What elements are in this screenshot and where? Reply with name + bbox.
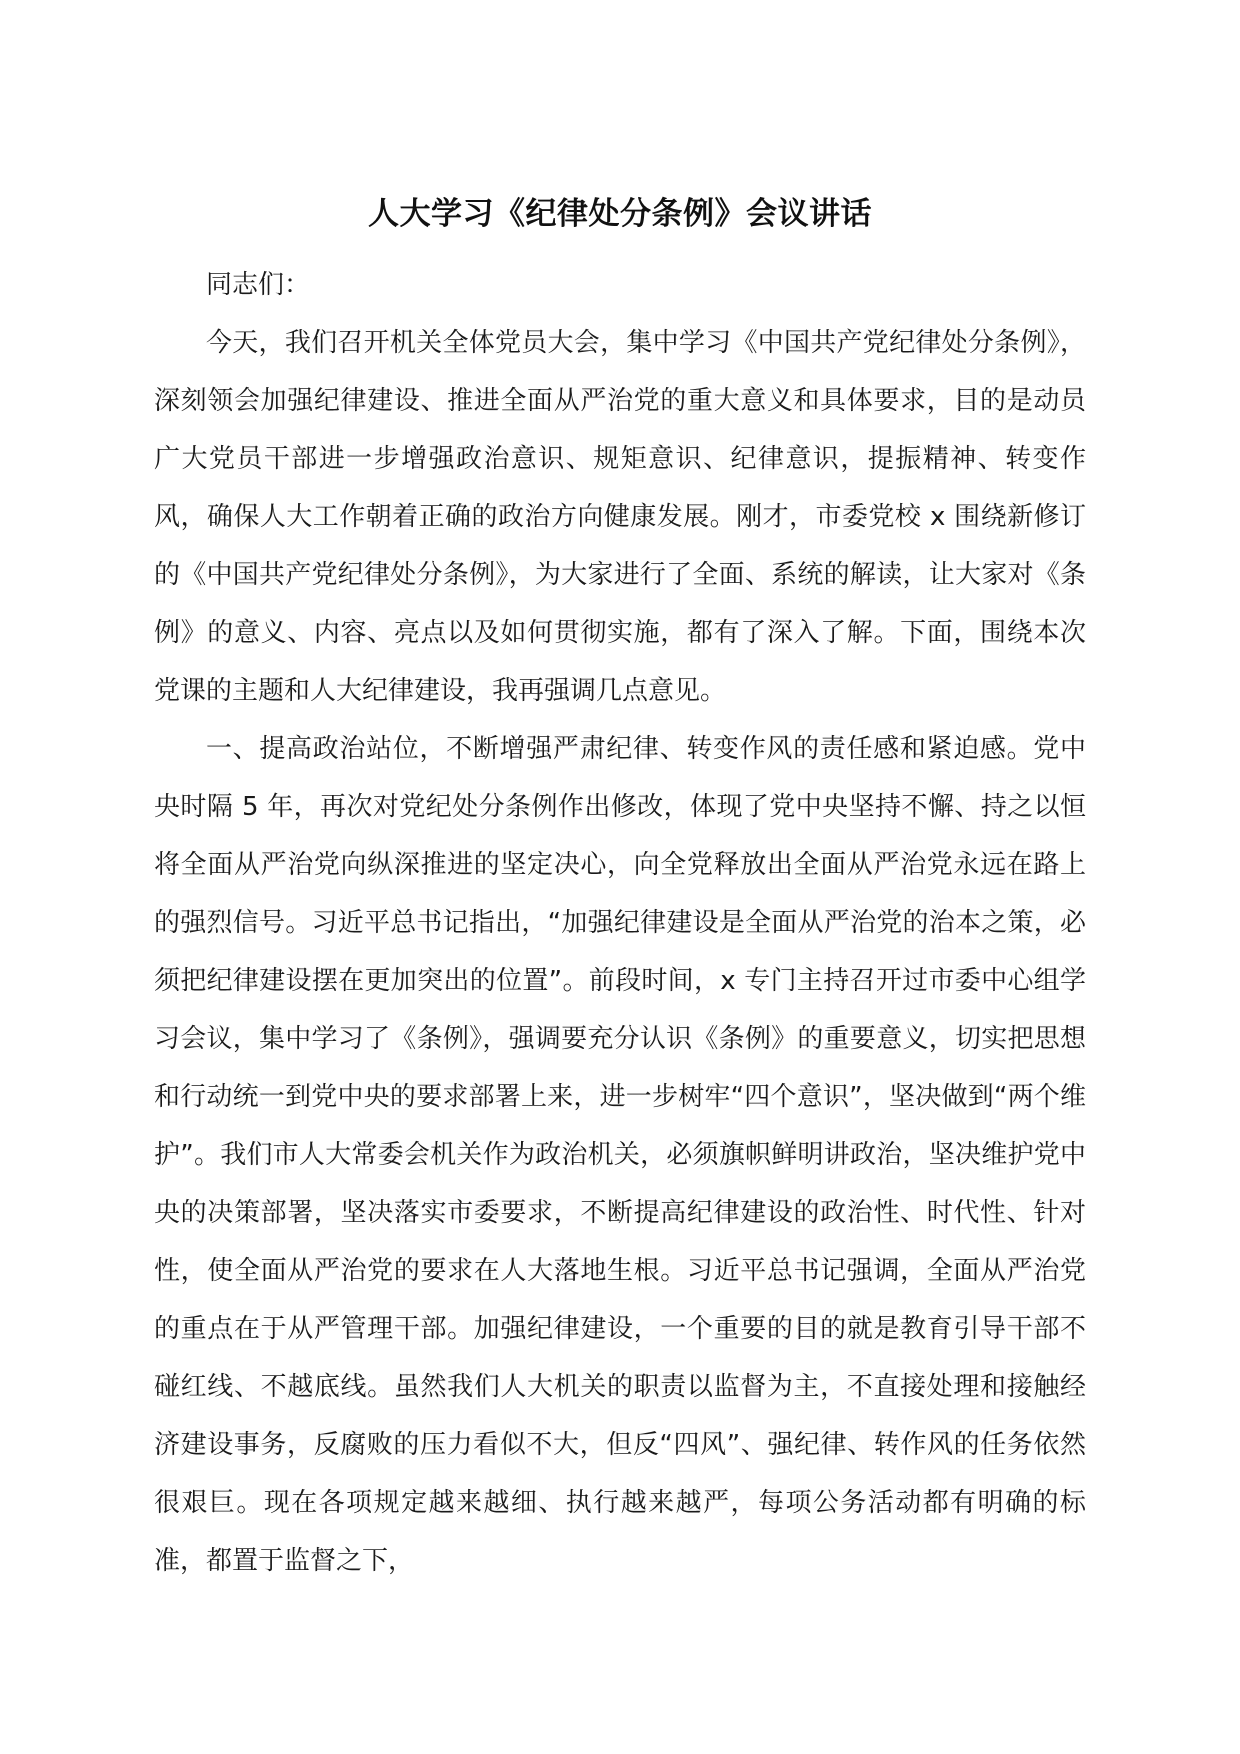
paragraph-opening: 今天，我们召开机关全体党员大会，集中学习《中国共产党纪律处分条例》，深刻领会加强纪律建设、推进全面从严治党的重大意义和具体要求，目的是动员广大党员干部进一步增强政治意识、规矩意识、纪律意识，提振精神、转变作风，确保人大工作朝着正确的政治方向健康发展。刚才，市委党校 x 围绕新修订的《中国共产党纪律处分条例》，为大家进行了全面、系统的解读，让大家对《条例》的意义、内容、亮点以及如何贯彻实施，都有了深入了解。下面，围绕本次党课的主题和人大纪律建设，我再强调几点意见。 <box>154 328 1086 706</box>
salutation: 同志们： <box>206 270 311 300</box>
paragraph-section-one: 一、提高政治站位，不断增强严肃纪律、转变作风的责任感和紧迫感。党中央时隔 5 年，再次对党纪处分条例作出修改，体现了党中央坚持不懈、持之以恒将全面从严治党向纵深推进的坚定决心，向全党释放出全面从严治党永远在路上的强烈信号。习近平总书记指出，“加强纪律建设是全面从严治党的治本之策，必须把纪律建设摆在更加突出的位置”。前段时间，x 专门主持召开过市委中心组学习会议，集中学习了《条例》，强调要充分认识《条例》的重要意义，切实把思想和行动统一到党中央的要求部署上来，进一步树牢“四个意识”，坚决做到“两个维护”。我们市人大常委会机关作为政治机关，必须旗帜鲜明讲政治，坚决维护党中央的决策部署，坚决落实市委要求，不断提高纪律建设的政治性、时代性、针对性，使全面从严治党的要求在人大落地生根。习近平总书记强调，全面从严治党的重点在于从严管理干部。加强纪律建设，一个重要的目的就是教育引导干部不碰红线、不越底线。虽然我们人大机关的职责以监督为主，不直接处理和接触经济建设事务，反腐败的压力看似不大，但反“四风”、强纪律、转作风的任务依然很艰巨。现在各项规定越来越细、执行越来越严，每项公务活动都有明确的标准，都置于监督之下， <box>154 734 1086 1576</box>
document-body <box>154 256 1086 1590</box>
document-title: 人大学习《纪律处分条例》会议讲话 <box>368 196 872 232</box>
